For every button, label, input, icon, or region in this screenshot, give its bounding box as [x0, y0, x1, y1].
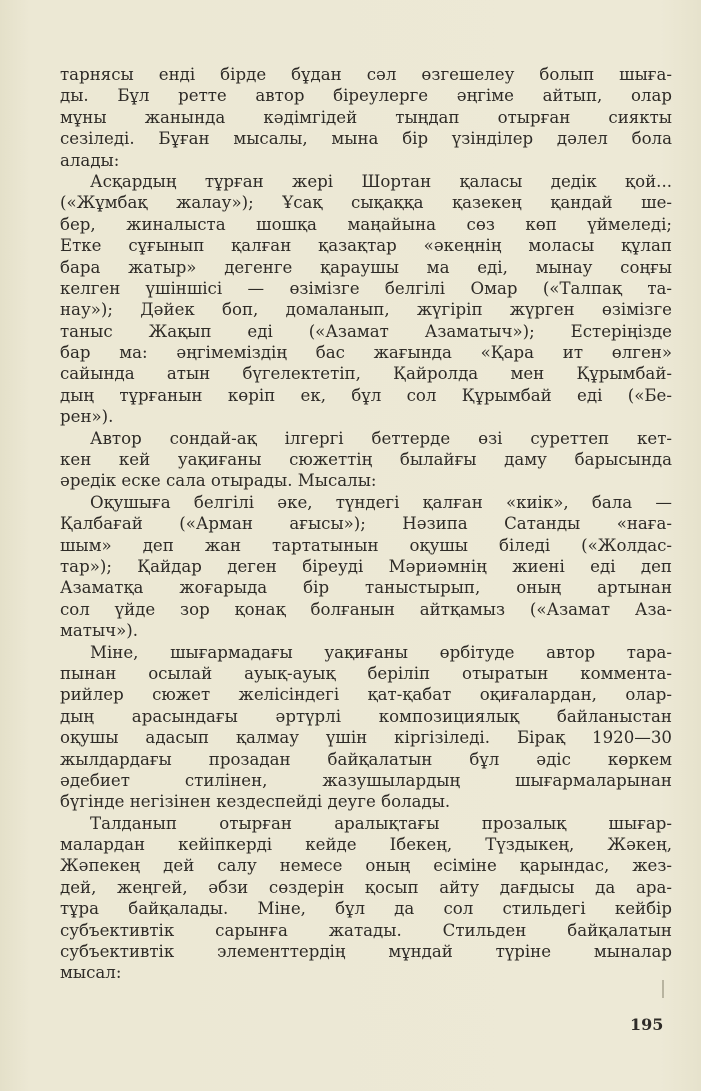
text-line: Автор сондай-ақ ілгергі беттерде өзі суреттеп кет-	[90, 428, 672, 448]
text-line: Оқушыға белгілі әке, түндегі қалған «киік», бала —	[90, 492, 672, 512]
text-line: бер, жиналыста шошқа маңайына сөз көп үймеледі;	[60, 214, 672, 234]
text-line: дың арасындағы әртүрлі композициялық байланыстан	[60, 706, 672, 726]
text-line: әредік еске сала отырады. Мысалы:	[60, 471, 377, 491]
text-line: матыч»).	[60, 621, 139, 641]
text-line: пынан осылай ауық-ауық беріліп отыратын коммента-	[60, 663, 672, 683]
text-line: дың тұрғанын көріп ек, бұл сол Құрымбай еді («Бе-	[60, 385, 672, 405]
text-line: Талданып отырған аралықтағы прозалық шығар-	[90, 813, 672, 833]
text-line: алады:	[60, 150, 120, 170]
body-text	[60, 64, 672, 984]
text-line: әдебиет стилінен, жазушылардың шығармаларынан	[60, 770, 672, 790]
text-line: келген үшіншісі — өзімізге белгілі Омар («Талпақ та-	[60, 278, 672, 298]
text-line: таныс Жақып еді («Азамат Азаматыч»); Естеріңізде	[60, 321, 672, 341]
text-line: сайында атын бүгелектетіп, Қайролда мен Құрымбай-	[60, 364, 672, 384]
text-line: мысал:	[60, 963, 122, 983]
scan-artifact-mark	[662, 980, 664, 998]
page-number: 195	[630, 1015, 664, 1034]
text-line: Жәпекең дей салу немесе оның есіміне қарындас, жез-	[60, 856, 672, 876]
text-line: Қалбағай («Арман ағысы»); Нәзипа Сатанды «нағa-	[60, 514, 672, 534]
text-line: Азаматқа жоғарыда бір таныстырып, оның артынан	[60, 578, 672, 598]
text-line: дей, жеңгей, әбзи сөздерін қосып айту дағдысы да ара-	[60, 877, 672, 897]
text-line: шым» деп жан тартатынын оқушы біледі («Жолдас-	[60, 535, 672, 555]
text-line: бара жатыр» дегенге қараушы ма еді, мынау соңғы	[60, 257, 672, 277]
text-line: оқушы адасып қалмау үшін кіргізіледі. Бірақ 1920—30	[60, 728, 672, 748]
text-line: тарнясы енді бірде бұдан сәл өзгешелеу болып шыға-	[60, 65, 672, 84]
text-line: кен кей уақиғаны сюжеттің былайғы даму барысында	[60, 450, 672, 470]
text-line: ды. Бұл ретте автор біреулерге әңгіме айтып, олар	[60, 86, 672, 106]
text-line: субъективтік сарынға жатады. Стильден байқалатын	[60, 920, 672, 940]
text-line: тар»); Қайдар деген біреуді Мәриәмнің жиені еді деп	[60, 556, 672, 576]
text-line: сезіледі. Бұған мысалы, мына бір үзінділер дәлел бола	[60, 129, 672, 149]
text-line: бар ма: әңгімеміздің бас жағында «Қара ит өлген»	[60, 343, 672, 363]
text-line: («Жұмбақ жалау»); Ұсақ сықаққа қазекең қандай ше-	[60, 193, 672, 213]
text-line: Асқардың тұрған жері Шортан қаласы дедік қой...	[90, 171, 672, 191]
text-line: мұны жанында кәдімгідей тыңдап отырған сиякты	[60, 107, 672, 127]
text-line: малардан кейіпкерді кейде Ібекең, Түздыкең, Жәкең,	[60, 835, 672, 855]
text-line: рен»).	[60, 407, 114, 427]
text-line: бүгінде негізінен кездеспейді деуге болады.	[60, 792, 451, 812]
text-line: Етке сұғынып қалған қазақтар «әкеңнің моласы құлап	[60, 236, 672, 256]
text-line: жылдардағы прозадан байқалатын бұл әдіс көркем	[60, 749, 672, 769]
text-line: рийлер сюжет желісіндегі қат-қабат оқиғалардан, олар-	[60, 685, 672, 705]
text-line: тұра байқалады. Міне, бұл да сол стильдегі кейбір	[60, 899, 672, 919]
text-line: субъективтік элементтердің мұндай түріне мыналар	[60, 942, 672, 962]
text-line: нау»); Дәйек боп, домаланып, жүгіріп жүрген өзімізге	[60, 300, 672, 320]
text-line: Міне, шығармадағы уақиғаны өрбітуде автор тара-	[90, 642, 672, 662]
text-line: сол үйде зор қонақ болғанын айтқамыз («Азамат Аза-	[60, 599, 672, 619]
